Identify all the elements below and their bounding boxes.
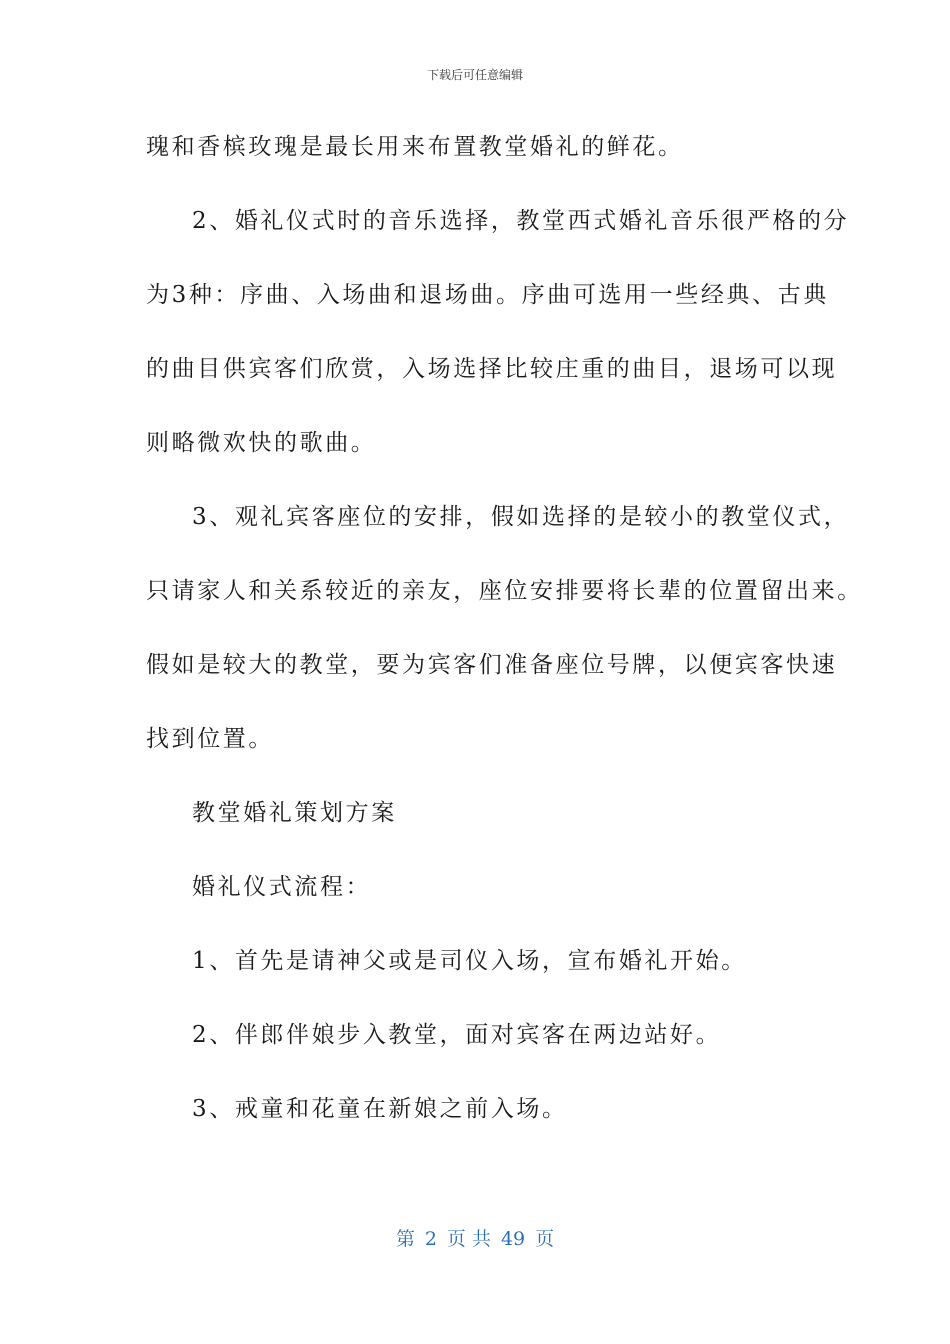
footer-middle: 页 共 — [446, 1228, 491, 1250]
paragraph-line: 只请家人和关系较近的亲友，座位安排要将长辈的位置留出来。 — [146, 578, 863, 604]
footer-suffix: 页 — [535, 1228, 555, 1250]
list-item: 2、伴郎伴娘步入教堂，面对宾客在两边站好。 — [192, 1022, 722, 1048]
paragraph-line: 假如是较大的教堂，要为宾客们准备座位号牌，以便宾客快速 — [146, 652, 838, 678]
page-footer — [0, 1224, 950, 1251]
list-item: 1、首先是请神父或是司仪入场，宣布婚礼开始。 — [192, 948, 747, 974]
list-item: 3、戒童和花童在新娘之前入场。 — [192, 1096, 568, 1122]
paragraph-line: 为3种：序曲、入场曲和退场曲。序曲可选用一些经典、古典 — [146, 282, 829, 308]
total-page-count: 49 — [500, 1228, 526, 1250]
paragraph-line: 则略微欢快的歌曲。 — [146, 430, 377, 456]
paragraph-line: 婚礼仪式流程： — [192, 874, 372, 900]
page-header: 下载后可任意编辑 — [426, 68, 523, 82]
document-body — [146, 120, 863, 1156]
paragraph-line: 3、观礼宾客座位的安排，假如选择的是较小的教堂仪式， — [192, 504, 850, 530]
paragraph-line: 2、婚礼仪式时的音乐选择，教堂西式婚礼音乐很严格的分 — [192, 208, 850, 234]
paragraph-line: 找到位置。 — [146, 726, 274, 752]
paragraph-line: 瑰和香槟玫瑰是最长用来布置教堂婚礼的鲜花。 — [146, 134, 684, 160]
section-heading: 教堂婚礼策划方案 — [192, 800, 397, 826]
paragraph-line: 的曲目供宾客们欣赏，入场选择比较庄重的曲目，退场可以现 — [146, 356, 838, 382]
current-page-number: 2 — [424, 1228, 437, 1250]
footer-prefix: 第 — [395, 1228, 415, 1250]
